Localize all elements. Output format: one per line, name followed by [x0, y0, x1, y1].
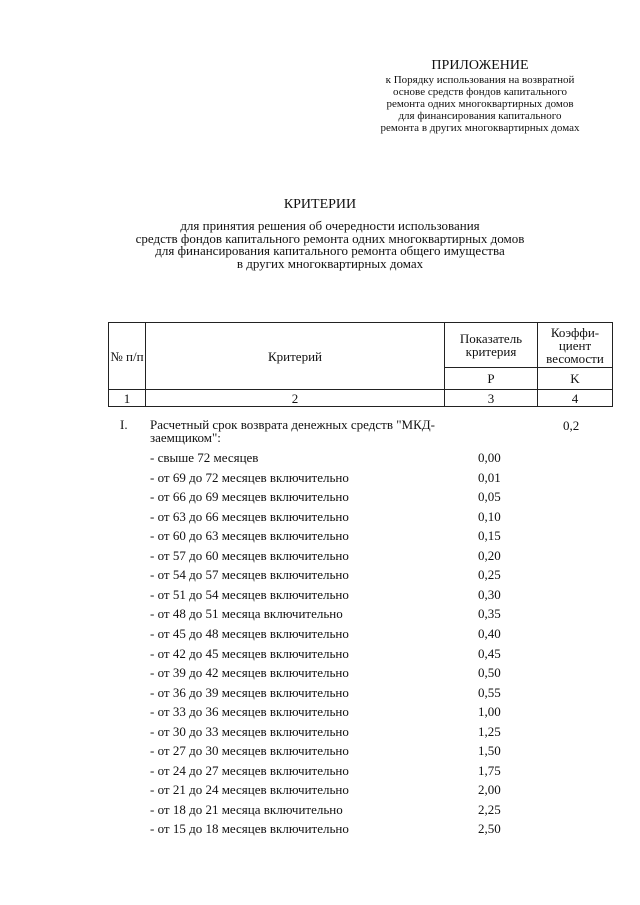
document-title: КРИТЕРИИ: [283, 197, 357, 212]
item-label: - от 45 до 48 месяцев включительно: [150, 625, 349, 641]
item-label: - от 21 до 24 месяцев включительно: [150, 782, 349, 798]
criterion-item-row: [0, 665, 640, 685]
item-label: - от 33 до 36 месяцев включительно: [150, 704, 349, 720]
criterion-item-row: [0, 782, 640, 802]
criterion-item-row: [0, 821, 640, 841]
item-value: 0,55: [478, 684, 501, 700]
document-subtitle: [100, 220, 560, 270]
criterion-item-row: [0, 646, 640, 666]
item-label: - от 15 до 18 месяцев включительно: [150, 821, 349, 837]
criterion-item-row: [0, 509, 640, 529]
criterion-item-row: [0, 567, 640, 587]
item-label: - от 66 до 69 месяцев включительно: [150, 489, 349, 505]
item-label: - от 39 до 42 месяцев включительно: [150, 665, 349, 681]
item-label: - от 57 до 60 месяцев включительно: [150, 547, 349, 563]
item-value: 0,15: [478, 528, 501, 544]
item-value: 0,01: [478, 469, 501, 485]
item-value: 0,10: [478, 508, 501, 524]
item-value: 0,35: [478, 606, 501, 622]
index-cell: 1: [109, 390, 146, 407]
criteria-table-header: [108, 322, 613, 407]
item-label: - от 48 до 51 месяца включительно: [150, 606, 343, 622]
criterion-item-row: [0, 587, 640, 607]
item-value: 2,25: [478, 801, 501, 817]
item-value: 1,00: [478, 704, 501, 720]
item-value: 0,50: [478, 665, 501, 681]
criterion-item-row: [0, 743, 640, 763]
item-value: 0,00: [478, 450, 501, 465]
subtitle-line: в других многоквартирных домах: [236, 255, 424, 271]
appendix-line: основе средств фондов капитального: [393, 86, 567, 98]
item-label: - от 24 до 27 месяцев включительно: [150, 762, 349, 778]
item-label: - от 54 до 57 месяцев включительно: [150, 567, 349, 583]
symbol-indicator: P: [445, 368, 538, 390]
criterion-number: I.: [120, 417, 128, 432]
symbol-weight: K: [538, 368, 613, 390]
appendix-line: к Порядку использования на возвратной: [385, 74, 575, 86]
criterion-item-row: [0, 802, 640, 822]
appendix-line: ремонта в других многоквартирных домах: [380, 122, 580, 134]
item-value: 1,50: [478, 743, 501, 759]
item-label: - от 69 до 72 месяцев включительно: [150, 469, 349, 485]
header-number: № п/п: [109, 323, 146, 390]
criterion-item-row: [0, 724, 640, 744]
item-value: 0,40: [478, 625, 501, 641]
criterion-item-row: [0, 704, 640, 724]
index-cell: 4: [538, 390, 613, 407]
criterion-item-row: [0, 528, 640, 548]
item-label: - от 36 до 39 месяцев включительно: [150, 684, 349, 700]
header-indicator: Показатель критерия: [445, 323, 538, 368]
item-label: - от 30 до 33 месяцев включительно: [150, 723, 349, 739]
item-label: - от 51 до 54 месяцев включительно: [150, 586, 349, 602]
item-label: - от 42 до 45 месяцев включительно: [150, 645, 349, 661]
item-label: - от 60 до 63 месяцев включительно: [150, 528, 349, 544]
item-value: 0,05: [478, 489, 501, 505]
subtitle-line: для принятия решения об очередности использования: [180, 218, 480, 233]
criterion-weight: 0,2: [563, 418, 580, 433]
item-value: 0,25: [478, 567, 501, 583]
appendix-block: [355, 58, 605, 134]
criterion-item-row: [0, 685, 640, 705]
criterion-item-row: [0, 470, 640, 490]
subtitle-line: средств фондов капитального ремонта одних многоквартирных домов: [135, 230, 525, 246]
index-cell: 2: [146, 390, 445, 407]
item-label: - свыше 72 месяцев: [150, 450, 259, 465]
header-weight: Коэффи- циент весомости: [538, 323, 613, 368]
item-value: 1,25: [478, 723, 501, 739]
item-label: - от 63 до 66 месяцев включительно: [150, 508, 349, 524]
appendix-line: для финансирования капитального: [398, 110, 562, 122]
criterion-item-row: [0, 450, 640, 470]
item-value: 2,00: [478, 782, 501, 798]
criterion-text: Расчетный срок возврата денежных средств "МКД-заемщиком":: [150, 417, 435, 445]
criterion-item-row: [0, 626, 640, 646]
appendix-line: ремонта одних многоквартирных домов: [386, 98, 574, 110]
subtitle-line: для финансирования капитального ремонта общего имущества: [155, 243, 505, 258]
item-value: 1,75: [478, 762, 501, 778]
item-label: - от 27 до 30 месяцев включительно: [150, 743, 349, 759]
criterion-item-row: [0, 489, 640, 509]
item-value: 0,45: [478, 645, 501, 661]
item-label: - от 18 до 21 месяца включительно: [150, 801, 343, 817]
criterion-item-row: [0, 606, 640, 626]
index-cell: 3: [445, 390, 538, 407]
item-value: 0,20: [478, 547, 501, 563]
item-value: 0,30: [478, 586, 501, 602]
header-criterion: Критерий: [146, 323, 445, 390]
item-value: 2,50: [478, 821, 501, 837]
appendix-heading: ПРИЛОЖЕНИЕ: [431, 58, 529, 73]
criterion-item-row: [0, 763, 640, 783]
criterion-item-row: [0, 548, 640, 568]
